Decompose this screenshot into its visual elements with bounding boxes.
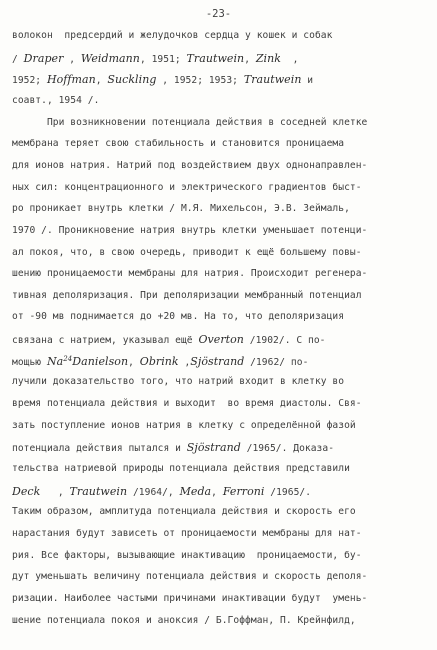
typed-text: тельства натриевой природы потенциала действия представили bbox=[12, 463, 350, 474]
handwritten-name: Overton bbox=[198, 333, 244, 347]
handwritten-name: Zink bbox=[255, 51, 281, 65]
typed-text: , bbox=[280, 53, 299, 65]
typed-text: /1902/. С по- bbox=[243, 335, 326, 347]
text-line bbox=[12, 268, 432, 279]
typed-text: , 1952; 1953; bbox=[156, 75, 244, 87]
typed-text: , 1951; bbox=[139, 53, 187, 65]
text-line bbox=[12, 398, 432, 409]
text-line bbox=[12, 95, 432, 106]
text-line bbox=[12, 463, 432, 474]
typed-text: /1964/, bbox=[127, 486, 180, 498]
handwritten-name: Draper bbox=[23, 51, 64, 65]
typed-text: нарастания будут зависеть от проницаемости мембраны для нат- bbox=[12, 527, 362, 539]
typed-text: 1952; bbox=[12, 75, 47, 87]
handwritten-name: Trautwein bbox=[243, 73, 302, 87]
typed-text: ризации. Наиболее частыми причинами инактивации будут умень- bbox=[12, 592, 368, 604]
typed-text: для ионов натрия. Натрий под воздействием двух однонаправлен- bbox=[12, 159, 368, 171]
typed-text: Таким образом, амплитуда потенциала действия и скорость его bbox=[12, 506, 356, 518]
typed-text: мембрана теряет свою стабильность и становится проницаема bbox=[12, 138, 345, 150]
typed-text: мощью bbox=[12, 356, 47, 368]
typed-text: дут уменьшать величину потенциала действия и скорость деполя- bbox=[12, 571, 368, 583]
typed-text: /1965/. bbox=[264, 486, 312, 498]
typed-text: , bbox=[244, 53, 256, 65]
text-line bbox=[12, 117, 432, 128]
typed-text: , bbox=[95, 75, 108, 87]
text-line bbox=[12, 528, 432, 539]
typed-text: / bbox=[12, 53, 24, 65]
text-line bbox=[12, 550, 432, 561]
typed-text: , bbox=[40, 486, 70, 498]
typed-text: рия. Все факторы, вызывающие инактивацию проницаемости, бу- bbox=[12, 549, 362, 561]
handwritten-name: Obrink bbox=[139, 354, 179, 368]
superscript: 24 bbox=[63, 354, 73, 363]
handwritten-name: Sjöstrand bbox=[186, 441, 241, 455]
text-line bbox=[12, 376, 432, 387]
text-line bbox=[12, 571, 432, 582]
text-line bbox=[12, 311, 432, 322]
text-line bbox=[12, 593, 432, 604]
typed-text: соавт., 1954 /. bbox=[12, 94, 100, 106]
handwritten-name: Trautwein bbox=[69, 484, 128, 498]
text-line bbox=[12, 160, 432, 171]
text-line bbox=[12, 203, 432, 214]
handwritten-name: Na bbox=[46, 354, 64, 368]
handwritten-name: Ferroni bbox=[222, 484, 265, 498]
text-line bbox=[12, 30, 432, 41]
text-line bbox=[12, 247, 432, 258]
page-number: -23- bbox=[205, 8, 232, 20]
text-line bbox=[12, 506, 432, 517]
text-line bbox=[12, 355, 432, 368]
text-line bbox=[12, 225, 432, 236]
typed-text: зать поступление ионов натрия в клетку с определённой фазой bbox=[12, 419, 356, 431]
typed-text: , bbox=[211, 486, 223, 498]
typed-text: При возникновении потенциала действия в соседней клетке bbox=[12, 116, 368, 128]
handwritten-name: Suckling bbox=[107, 73, 157, 87]
typed-text: тивная деполяризация. При деполяризации мембранный потенциал bbox=[12, 289, 362, 301]
typed-text: , bbox=[63, 53, 81, 65]
handwritten-name: Deck bbox=[12, 484, 41, 498]
handwritten-name: Weidmann bbox=[80, 51, 140, 65]
typed-text: /1965/. Доказа- bbox=[240, 443, 335, 455]
text-line bbox=[12, 52, 432, 65]
typed-text: волокон предсердий и желудочков сердца у кошек и собак bbox=[12, 30, 333, 41]
handwritten-name: Trautwein bbox=[186, 51, 245, 65]
typed-text: /1962/ по- bbox=[244, 356, 309, 368]
handwritten-name: Hoffman bbox=[46, 73, 96, 87]
text-line bbox=[12, 485, 432, 498]
text-line bbox=[12, 73, 432, 86]
typed-text: время потенциала действия и выходит во время диастолы. Свя- bbox=[12, 398, 362, 410]
text-line bbox=[12, 420, 432, 431]
typed-text: ных сил: концентрационного и электрического градиентов быст- bbox=[12, 181, 362, 193]
typed-text: , bbox=[178, 356, 191, 368]
typed-text: от -90 мв поднимается до +20 мв. На то, что деполяризация bbox=[12, 311, 345, 323]
typed-text: шению проницаемости мембраны для натрия. Происходит регенера- bbox=[12, 268, 368, 280]
text-line bbox=[12, 615, 432, 626]
typed-text: ро проникает внутрь клетки / М.Я. Михельсон, Э.В. Зеймаль, bbox=[12, 203, 350, 215]
typed-text: и bbox=[301, 75, 314, 87]
typed-text: потенциала действия пытался и bbox=[12, 443, 187, 455]
typed-text: связана с натрием, указывал ещё bbox=[12, 335, 199, 347]
typed-text: лучили доказательство того, что натрий входит в клетку во bbox=[12, 376, 345, 388]
text-line bbox=[12, 441, 432, 454]
text-line bbox=[12, 333, 432, 346]
typed-text: шение потенциала покоя и аноксия / Б.Гоффман, П. Крейнфилд, bbox=[12, 614, 356, 626]
text-line bbox=[12, 138, 432, 149]
handwritten-name: Sjöstrand bbox=[190, 354, 245, 368]
typed-text: 1970 /. Проникновение натрия внутрь клетки уменьшает потенци- bbox=[12, 224, 368, 236]
typed-text: ал покоя, что, в свою очередь, приводит к ещё большему повы- bbox=[12, 246, 362, 258]
handwritten-name: Meda bbox=[179, 484, 212, 498]
text-line bbox=[12, 290, 432, 301]
typed-text: , bbox=[128, 356, 140, 368]
text-line bbox=[12, 182, 432, 193]
handwritten-name: Danielson bbox=[72, 354, 129, 368]
